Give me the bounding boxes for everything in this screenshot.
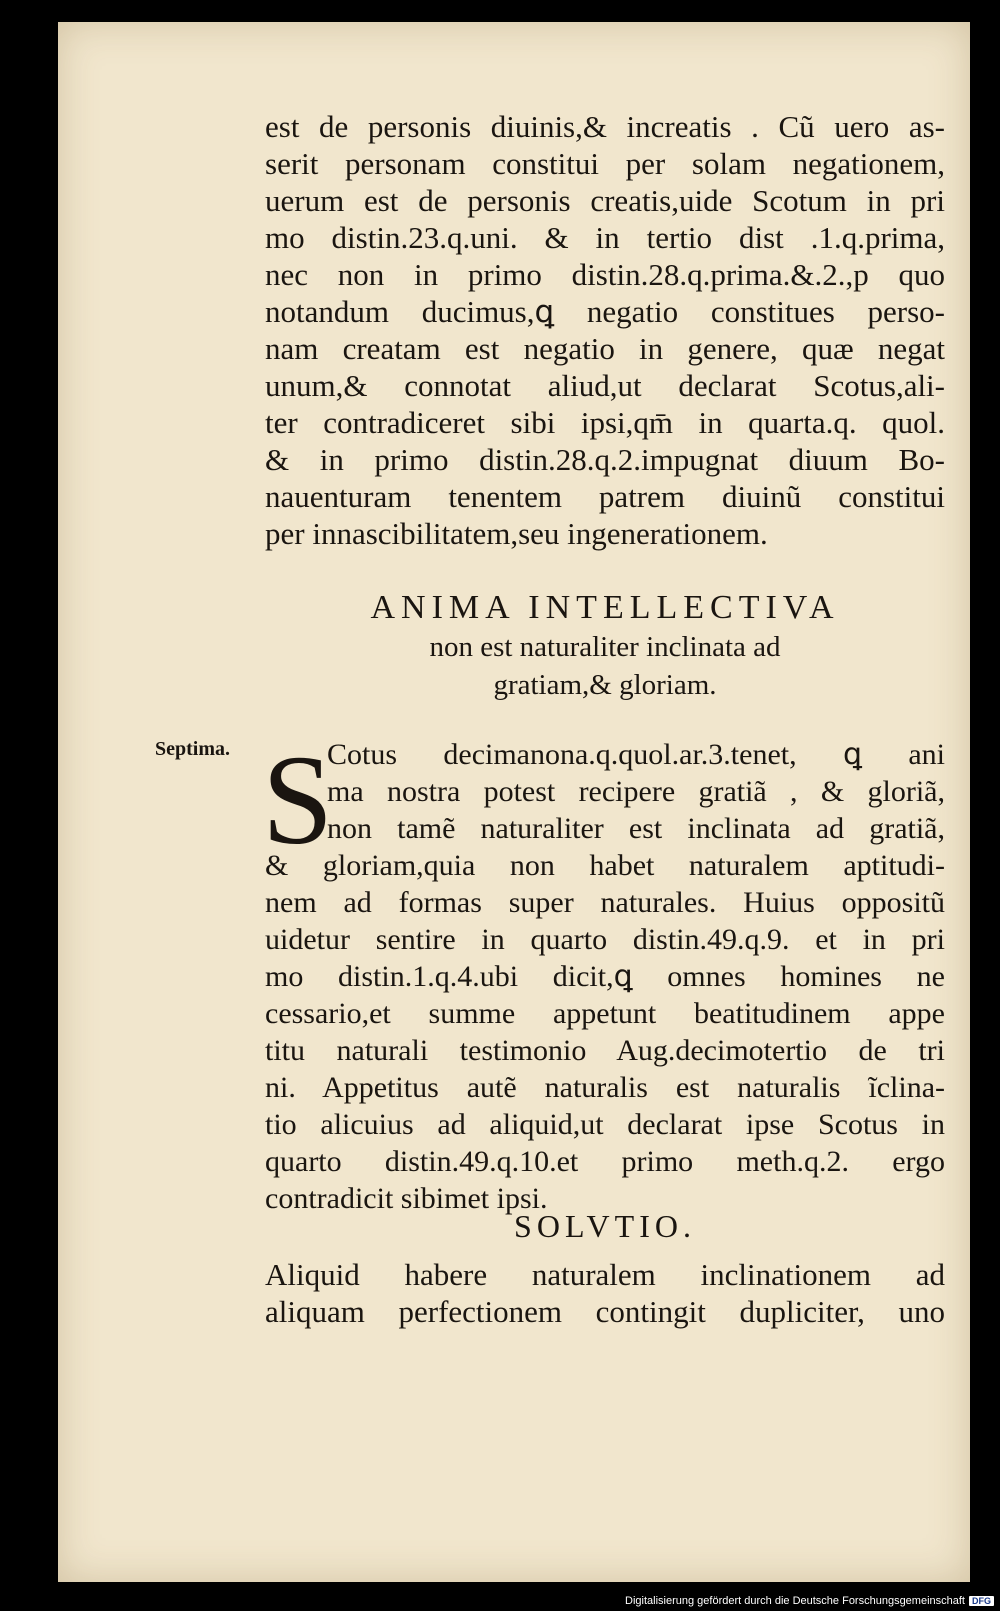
text-line: Cotus decimanona.q.quol.ar.3.tenet, ꝗ ani [327, 738, 945, 771]
text-line: mo distin.23.q.uni. & in tertio dist .1.q.prima, [265, 220, 945, 255]
text-line: aliquam perfectionem contingit dupliciter, uno [265, 1294, 945, 1329]
text-block-3 [265, 1256, 945, 1330]
marginal-note: Septima. [155, 738, 230, 760]
text-line: ma nostra potest recipere gratiã , & gloriã, [327, 775, 945, 808]
text-line: uidetur sentire in quarto distin.49.q.9. et in pri [265, 923, 945, 956]
text-line: & gloriam,quia non habet naturalem aptitudi- [265, 849, 945, 882]
text-line: nem ad formas super naturales. Huius oppositũ [265, 886, 945, 919]
text-block-2 [265, 736, 945, 1217]
drop-capital: S [262, 729, 334, 871]
text-line: uerum est de personis creatis,uide Scotum in pri [265, 183, 945, 218]
heading-line-3: gratiam,& gloriam. [493, 669, 717, 701]
heading-line-1: ANIMA INTELLECTIVA [370, 589, 840, 626]
footer-credit [625, 1595, 994, 1607]
solutio-heading: SOLVTIO. [514, 1208, 696, 1244]
text-line: nec non in primo distin.28.q.prima.&.2.,p quo [265, 257, 945, 292]
text-line: serit personam constitui per solam negationem, [265, 146, 945, 181]
text-line: notandum ducimus,ꝗ negatio constitues perso- [265, 294, 945, 329]
dfg-logo-icon: DFG [969, 1596, 994, 1606]
footer-text: Digitalisierung gefördert durch die Deutsche Forschungsgemeinschaft [625, 1595, 965, 1607]
text-line: mo distin.1.q.4.ubi dicit,ꝗ omnes homines ne [265, 960, 945, 993]
text-line: cessario,et summe appetunt beatitudinem appe [265, 997, 945, 1030]
text-line: contradicit sibimet ipsi. [265, 1182, 548, 1215]
text-line: nam creatam est negatio in genere, quæ negat [265, 331, 945, 366]
text-line: unum,& connotat aliud,ut declarat Scotus,ali- [265, 368, 945, 403]
text-line: per innascibilitatem,seu ingenerationem. [265, 516, 768, 551]
text-line: ni. Appetitus autẽ naturalis est naturalis ĩclina- [265, 1071, 945, 1104]
text-line: Aliquid habere naturalem inclinationem ad [265, 1257, 945, 1292]
text-line: ter contradiceret sibi ipsi,qm̄ in quarta.q. quol. [265, 405, 945, 440]
text-line: & in primo distin.28.q.2.impugnat diuum Bo- [265, 442, 945, 477]
text-line: est de personis diuinis,& increatis . Cũ uero as- [265, 109, 945, 144]
section-heading [265, 588, 945, 704]
text-line: quarto distin.49.q.10.et primo meth.q.2. ergo [265, 1145, 945, 1178]
text-line: non tamẽ naturaliter est inclinata ad gratiã, [327, 812, 945, 845]
text-line: tio alicuius ad aliquid,ut declarat ipse Scotus in [265, 1108, 945, 1141]
heading-line-2: non est naturaliter inclinata ad [429, 631, 781, 663]
text-line: nauenturam tenentem patrem diuinũ constitui [265, 479, 945, 514]
text-block-1 [265, 108, 945, 552]
text-line: titu naturali testimonio Aug.decimotertio de tri [265, 1034, 945, 1067]
